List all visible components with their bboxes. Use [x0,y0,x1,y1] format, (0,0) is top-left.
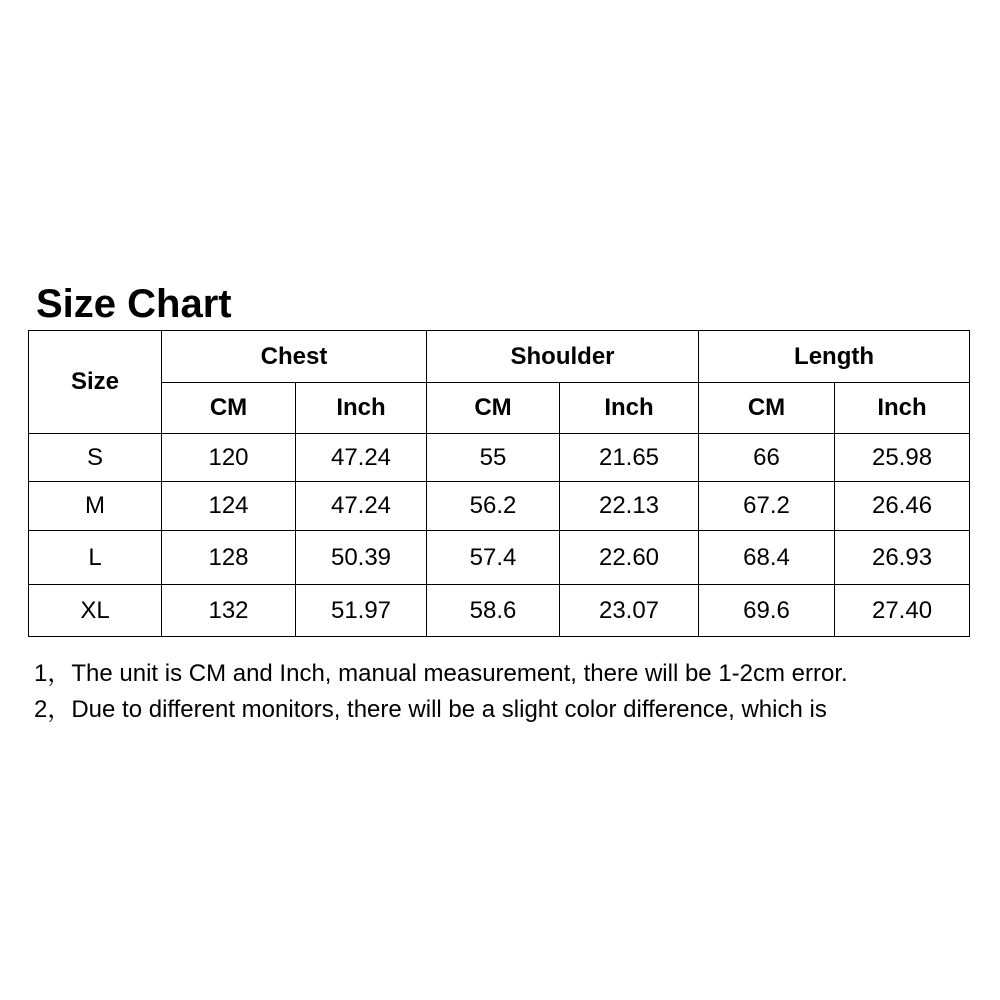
page-title: Size Chart [36,282,232,326]
notes-block [34,656,974,734]
size-cell: XL [29,585,162,637]
header-row-units [29,383,970,434]
length-cm-cell: 66 [699,434,835,482]
length-inch-header: Inch [835,383,970,434]
shoulder-inch-cell: 22.13 [560,482,699,531]
length-cm-cell: 67.2 [699,482,835,531]
chest-inch-cell: 47.24 [296,434,427,482]
shoulder-inch-cell: 23.07 [560,585,699,637]
shoulder-cm-cell: 55 [427,434,560,482]
length-cm-cell: 69.6 [699,585,835,637]
chest-inch-header: Inch [296,383,427,434]
size-chart-table [28,330,970,637]
table-row [29,531,970,585]
shoulder-cm-cell: 57.4 [427,531,560,585]
shoulder-inch-cell: 22.60 [560,531,699,585]
size-cell: M [29,482,162,531]
header-row-groups [29,331,970,383]
shoulder-cm-header: CM [427,383,560,434]
chest-inch-cell: 50.39 [296,531,427,585]
chest-inch-cell: 51.97 [296,585,427,637]
length-inch-cell: 26.93 [835,531,970,585]
note-line: 2，Due to different monitors, there will be a slight color difference, which is [34,696,827,723]
chest-group-header: Chest [162,331,427,383]
size-cell: S [29,434,162,482]
shoulder-group-header: Shoulder [427,331,699,383]
shoulder-inch-cell: 21.65 [560,434,699,482]
length-cm-cell: 68.4 [699,531,835,585]
table-row [29,434,970,482]
chest-cm-header: CM [162,383,296,434]
length-cm-header: CM [699,383,835,434]
size-cell: L [29,531,162,585]
length-inch-cell: 27.40 [835,585,970,637]
chest-cm-cell: 128 [162,531,296,585]
note-line: 1，The unit is CM and Inch, manual measurement, there will be 1-2cm error. [34,660,848,687]
length-inch-cell: 26.46 [835,482,970,531]
length-group-header: Length [699,331,970,383]
table-row [29,482,970,531]
shoulder-cm-cell: 56.2 [427,482,560,531]
chest-cm-cell: 132 [162,585,296,637]
shoulder-cm-cell: 58.6 [427,585,560,637]
table-row [29,585,970,637]
length-inch-cell: 25.98 [835,434,970,482]
chest-cm-cell: 124 [162,482,296,531]
size-column-header: Size [29,331,162,434]
shoulder-inch-header: Inch [560,383,699,434]
chest-cm-cell: 120 [162,434,296,482]
chest-inch-cell: 47.24 [296,482,427,531]
